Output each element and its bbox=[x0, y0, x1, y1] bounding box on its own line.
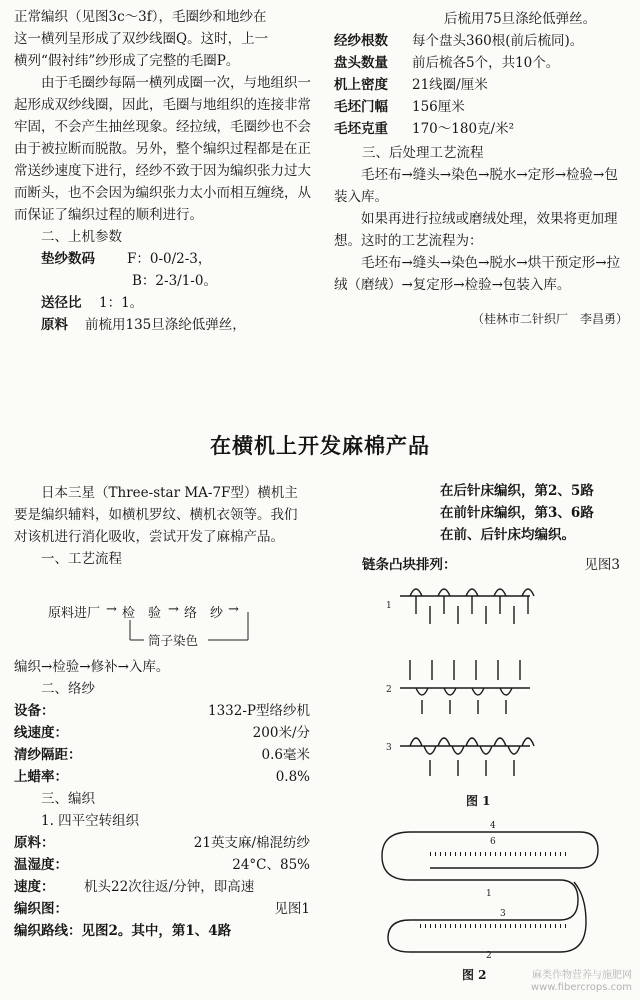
yarn-code-label: 垫纱数码 bbox=[41, 251, 95, 267]
diagram-label: 编织图： bbox=[14, 901, 68, 917]
figure-2-caption: 图 2 bbox=[462, 968, 487, 982]
winding-row bbox=[14, 744, 310, 766]
winding-row bbox=[14, 700, 310, 722]
winding-value: 0.6毫米 bbox=[261, 747, 310, 763]
figure-1-row-number: 3 bbox=[386, 743, 392, 753]
section-heading: 一、工艺流程 bbox=[41, 551, 122, 567]
text-line: 后梳用75旦涤纶低弹丝。 bbox=[444, 11, 597, 27]
figure-1-knitting-diagram bbox=[380, 580, 630, 780]
winding-label: 清纱隔距： bbox=[14, 747, 82, 763]
flow-wind: 络 纱 bbox=[184, 606, 224, 621]
weave-value: 机头22次往返/分钟，即高速 bbox=[84, 879, 255, 895]
flow-inspect: 检 验 bbox=[122, 606, 162, 621]
site-watermark bbox=[531, 970, 632, 994]
section-heading: 三、编织 bbox=[41, 791, 95, 807]
weave-value: 24°C、85% bbox=[232, 857, 310, 873]
material-value: 前梳用135旦涤纶低弹丝， bbox=[85, 317, 246, 333]
subsection-heading: 1. 四平空转组织 bbox=[41, 813, 140, 829]
param-row bbox=[334, 74, 628, 96]
winding-label: 设备： bbox=[14, 703, 55, 719]
watermark-line: 麻类作物营养与施肥网 bbox=[532, 970, 632, 981]
winding-label: 线速度： bbox=[14, 725, 68, 741]
param-value: 156厘米 bbox=[412, 99, 465, 115]
intro-paragraph: 日本三星（Three-star MA-7F型）横机主要是编织辅料，如横机罗纹、横机衣领等。我们对该机进行消化吸收，尝试开发了麻棉产品。 bbox=[14, 485, 298, 545]
cam-ref: 见图3 bbox=[584, 557, 620, 573]
cam-row bbox=[362, 554, 620, 576]
arrow-icon: → bbox=[228, 602, 239, 617]
top-left-column bbox=[14, 6, 316, 336]
figure-2-knitting-route bbox=[370, 818, 600, 958]
winding-row bbox=[14, 722, 310, 744]
body-paragraph: 由于毛圈纱每隔一横列成圈一次，与地组织一起形成双纱线圈，因此，毛圈与地组织的连接非常牢固，不会产生抽丝现象。经拉绒，毛圈纱也不会由于被拉断而脱散。另外，整个编织过程都是在正常送纱速度下进行，经纱不致于因为编织张力过大而断头，也不会因为编织张力太小而相互缠绕，从而保证了编织过程的顺利进行。 bbox=[14, 75, 311, 223]
figure-1-caption: 图 1 bbox=[466, 794, 491, 808]
text-line: 在后针床编织，第2、5路 bbox=[440, 483, 594, 499]
section-heading: 二、络纱 bbox=[41, 681, 95, 697]
section-heading: 二、上机参数 bbox=[41, 229, 122, 245]
figure-2-label: 6 bbox=[490, 837, 496, 847]
cam-label: 链条凸块排列： bbox=[362, 557, 457, 573]
watermark-line: www.fibercrops.com bbox=[530, 982, 632, 993]
param-row bbox=[334, 52, 628, 74]
param-row bbox=[334, 30, 628, 52]
param-label: 经纱根数 bbox=[334, 33, 388, 49]
bottom-left-column bbox=[14, 482, 310, 570]
text-line: 横列“假衬纬”纱形成了完整的毛圈P。 bbox=[14, 53, 240, 69]
author-signature: （桂林市二针织厂 李昌勇） bbox=[471, 312, 628, 326]
winding-row bbox=[14, 766, 310, 788]
param-label: 盘头数量 bbox=[334, 55, 388, 71]
figure-1-row-number: 1 bbox=[386, 601, 392, 611]
section-heading: 三、后处理工艺流程 bbox=[362, 145, 484, 161]
material-label: 原料 bbox=[41, 317, 68, 333]
diagram-ref: 见图1 bbox=[274, 901, 310, 917]
body-paragraph: 如果再进行拉绒或磨绒处理，效果将更加理想。这时的工艺流程为： bbox=[334, 211, 618, 249]
feed-ratio-value: 1：1。 bbox=[99, 295, 144, 311]
yarn-code-row-b bbox=[14, 270, 316, 292]
param-value: 前后梳各5个，共10个。 bbox=[412, 55, 560, 71]
figure-2-label: 4 bbox=[490, 821, 496, 831]
text-line: 在前针床编织，第3、6路 bbox=[440, 505, 594, 521]
text-line: 正常编织（见图3c～3f），毛圈纱和地纱在 bbox=[14, 9, 267, 25]
winding-value: 0.8% bbox=[275, 769, 310, 785]
param-label: 毛坯克重 bbox=[334, 121, 388, 137]
process-flow: 毛坯布→缝头→染色→脱水→烘干预定形→拉绒（磨绒）→复定形→检验→包装入库。 bbox=[334, 255, 621, 293]
param-label: 机上密度 bbox=[334, 77, 388, 93]
figure-2-label: 3 bbox=[500, 909, 506, 919]
arrow-icon: → bbox=[168, 602, 179, 617]
winding-label: 上蜡率： bbox=[14, 769, 68, 785]
weave-label: 原料： bbox=[14, 835, 55, 851]
route-line: 编织路线：见图2。其中，第1、4路 bbox=[14, 923, 232, 939]
diagram-row bbox=[14, 898, 310, 920]
process-flow: 毛坯布→缝头→染色→脱水→定形→检验→包装入库。 bbox=[334, 167, 618, 205]
param-value: 每个盘头360根(前后梳同)。 bbox=[412, 33, 584, 49]
yarn-code-row bbox=[14, 248, 316, 270]
bottom-right-column bbox=[440, 480, 630, 546]
param-value: 170～180克/米² bbox=[412, 121, 514, 137]
param-value: 21线圈/厘米 bbox=[412, 77, 488, 93]
weave-label: 温湿度： bbox=[14, 857, 68, 873]
weave-row bbox=[14, 832, 310, 854]
weave-row bbox=[14, 854, 310, 876]
yarn-code-b: B：2-3/1-0。 bbox=[132, 273, 217, 289]
param-label: 毛坯门幅 bbox=[334, 99, 388, 115]
arrow-icon: → bbox=[106, 602, 117, 617]
text-line: 在前、后针床均编织。 bbox=[440, 527, 575, 543]
winding-value: 200米/分 bbox=[252, 725, 310, 741]
yarn-code-f: F：0-0/2-3， bbox=[127, 251, 212, 267]
param-row bbox=[334, 96, 628, 118]
param-row bbox=[334, 118, 628, 140]
figure-2-label: 2 bbox=[486, 951, 492, 958]
flow-raw: 原料进厂 bbox=[48, 606, 101, 621]
top-right-column bbox=[334, 8, 628, 330]
weave-row bbox=[14, 876, 310, 898]
feed-ratio-label: 送径比 bbox=[41, 295, 82, 311]
bottom-left-column-cont bbox=[14, 656, 310, 942]
winding-value: 1332-P型络纱机 bbox=[207, 703, 310, 719]
feed-ratio-row bbox=[14, 292, 316, 314]
flow-dye: 筒子染色 bbox=[148, 633, 199, 648]
process-flow-diagram bbox=[48, 600, 278, 650]
process-flow: 编织→检验→修补→入库。 bbox=[14, 659, 170, 675]
figure-2-label: 1 bbox=[486, 889, 492, 899]
weave-label: 速度： bbox=[14, 879, 55, 895]
material-row bbox=[14, 314, 316, 336]
article-title: 在横机上开发麻棉产品 bbox=[210, 434, 430, 458]
weave-value: 21英支麻/棉混纺纱 bbox=[193, 835, 310, 851]
text-line: 这一横列呈形成了双纱线圈Q。这时，上一 bbox=[14, 31, 269, 47]
figure-1-row-number: 2 bbox=[386, 685, 392, 695]
